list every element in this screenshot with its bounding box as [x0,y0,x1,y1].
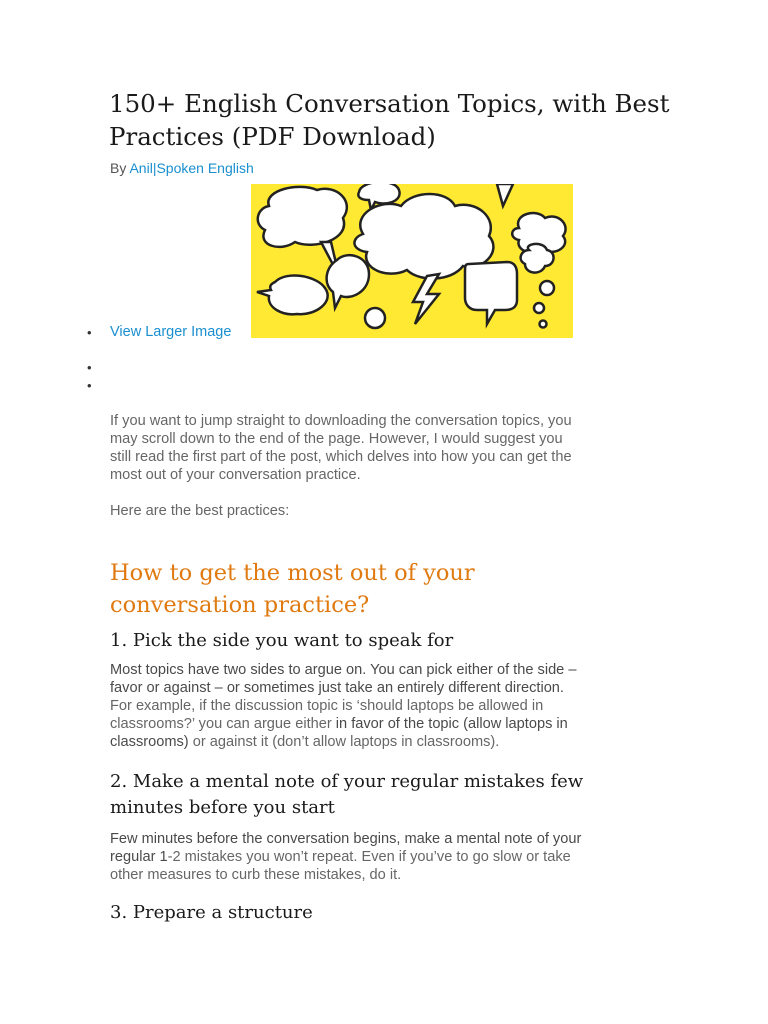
intro-line: If you want to jump straight to downloading the conversation topics, you [110,413,572,429]
section-heading-line: conversation practice? [110,592,370,618]
tip-line [110,848,670,866]
tip-line: Most topics have two sides to argue on. You can pick either of the side – [110,662,577,678]
tip-2-paragraph [110,830,670,884]
article-title: 150+ English Conversation Topics, with Best Practices (PDF Download) [109,89,670,151]
byline-prefix: By [110,160,130,176]
tip-2-heading-line: 2. Make a mental note of your regular mistakes few [110,771,584,792]
list-bullet: • [87,360,92,375]
tip-text: or against it (don’t allow laptops in classrooms). [188,734,500,750]
tip-1-heading: 1. Pick the side you want to speak for [110,630,454,651]
tip-text: classrooms?’ you can argue either [110,716,336,732]
tip-2-heading [110,769,670,821]
tip-1-paragraph [110,661,670,751]
tip-text: classrooms) [110,734,189,750]
intro-line: most out of your conversation practice. [110,467,361,483]
tip-text: in favor of the topic (allow laptops in [335,716,568,732]
tip-line [110,733,670,751]
intro-line: may scroll down to the end of the page. However, I would suggest you [110,431,563,447]
tip-line [110,715,670,733]
section-heading [110,557,630,621]
speech-bubbles-image [251,184,573,338]
best-practices-intro: Here are the best practices: [110,503,290,519]
list-bullet: • [87,378,92,393]
tip-3-heading: 3. Prepare a structure [110,902,313,923]
tip-line: For example, if the discussion topic is ‘should laptops be allowed in [110,698,544,714]
intro-paragraph [110,412,670,484]
intro-line: still read the first part of the post, which delves into how you can get the [110,449,572,465]
byline [110,159,254,177]
tip-line: favor or against – or sometimes just take an entirely different direction. [110,680,564,696]
section-heading-line: How to get the most out of your [110,560,475,586]
tip-2-heading-line: minutes before you start [110,797,335,818]
tip-line: Few minutes before the conversation begins, make a mental note of your [110,831,582,847]
list-bullet: • [87,325,92,340]
tip-text: regular 1 [110,849,168,865]
tip-text: -2 mistakes you won’t repeat. Even if you’ve to go slow or take [167,849,571,865]
author-link[interactable]: Anil|Spoken English [129,160,254,176]
view-larger-image-link[interactable]: View Larger Image [110,324,232,340]
tip-line: other measures to curb these mistakes, do it. [110,867,402,883]
speech-bubbles-illustration-icon [251,184,573,338]
